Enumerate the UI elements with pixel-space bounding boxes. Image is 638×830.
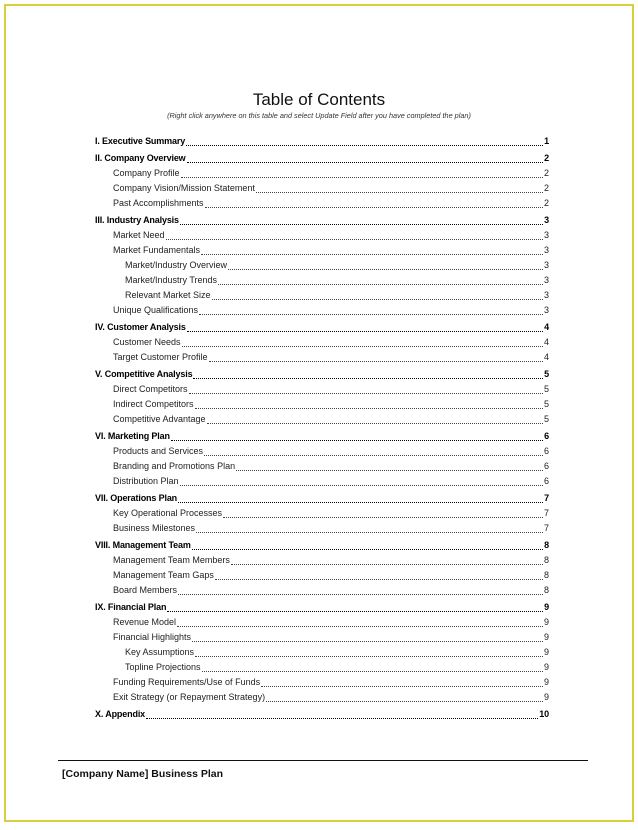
footer-divider — [58, 760, 588, 761]
toc-dot-leader — [186, 136, 543, 146]
toc-entry[interactable] — [95, 335, 549, 350]
toc-dot-leader — [181, 168, 543, 178]
toc-entry-label: Branding and Promotions Plan — [113, 461, 236, 471]
toc-entry-label: VIII. Management Team — [95, 540, 191, 550]
toc-entry-page-number: 6 — [543, 461, 549, 471]
toc-entry-label: V. Competitive Analysis — [95, 369, 193, 379]
toc-entry[interactable] — [95, 521, 549, 536]
toc-entry[interactable] — [95, 429, 549, 444]
toc-dot-leader — [266, 692, 543, 702]
toc-dot-leader — [171, 431, 543, 441]
toc-entry[interactable] — [95, 213, 549, 228]
toc-entry-label: Unique Qualifications — [113, 305, 199, 315]
toc-dot-leader — [202, 662, 543, 672]
toc-entry[interactable] — [95, 568, 549, 583]
toc-entry-page-number: 10 — [539, 709, 549, 719]
toc-entry[interactable] — [95, 553, 549, 568]
toc-entry-page-number: 9 — [544, 602, 549, 612]
toc-entry-label: Target Customer Profile — [113, 352, 208, 362]
toc-entry-page-number: 9 — [543, 677, 549, 687]
toc-entry[interactable] — [95, 583, 549, 598]
toc-entry-label: X. Appendix — [95, 709, 146, 719]
toc-dot-leader — [192, 632, 543, 642]
toc-entry-label: Key Operational Processes — [113, 508, 223, 518]
toc-entry-label: Topline Projections — [125, 662, 201, 672]
toc-dot-leader — [195, 647, 543, 657]
toc-entry[interactable] — [95, 645, 549, 660]
toc-entry[interactable] — [95, 474, 549, 489]
toc-entry-page-number: 3 — [543, 290, 549, 300]
toc-entry-label: Relevant Market Size — [125, 290, 211, 300]
toc-dot-leader — [204, 446, 543, 456]
toc-entry-label: Board Members — [113, 585, 178, 595]
toc-entry-page-number: 6 — [543, 446, 549, 456]
toc-dot-leader — [212, 290, 543, 300]
toc-entry-page-number: 7 — [543, 508, 549, 518]
toc-entry-label: Distribution Plan — [113, 476, 179, 486]
toc-entry-page-number: 3 — [544, 215, 549, 225]
toc-dot-leader — [201, 245, 543, 255]
toc-dot-leader — [199, 305, 543, 315]
toc-entry-page-number: 7 — [544, 493, 549, 503]
toc-entry[interactable] — [95, 303, 549, 318]
document-page — [4, 4, 634, 822]
toc-entry-page-number: 1 — [544, 136, 549, 146]
toc-entry-label: Management Team Gaps — [113, 570, 214, 580]
toc-entry-page-number: 5 — [544, 369, 549, 379]
toc-entry-label: Market/Industry Overview — [125, 260, 228, 270]
toc-entry-label: IX. Financial Plan — [95, 602, 167, 612]
toc-entry-label: II. Company Overview — [95, 153, 186, 163]
toc-dot-leader — [167, 602, 543, 612]
toc-entry-label: Products and Services — [113, 446, 204, 456]
toc-entry-label: Business Milestones — [113, 523, 196, 533]
toc-entry-page-number: 9 — [543, 647, 549, 657]
toc-dot-leader — [218, 275, 543, 285]
toc-entry[interactable] — [95, 615, 549, 630]
toc-dot-leader — [192, 540, 543, 550]
toc-dot-leader — [205, 198, 543, 208]
toc-entry-page-number: 8 — [543, 570, 549, 580]
toc-entry-page-number: 5 — [543, 414, 549, 424]
toc-entry-page-number: 7 — [543, 523, 549, 533]
toc-entry[interactable] — [95, 491, 549, 506]
toc-dot-leader — [256, 183, 543, 193]
toc-entry[interactable] — [95, 382, 549, 397]
page-title: Table of Contents — [252, 90, 386, 109]
toc-entry-label: Exit Strategy (or Repayment Strategy) — [113, 692, 266, 702]
toc-entry-label: VII. Operations Plan — [95, 493, 178, 503]
toc-entry[interactable] — [95, 350, 549, 365]
toc-entry-label: Revenue Model — [113, 617, 177, 627]
toc-entry[interactable] — [95, 288, 549, 303]
toc-entry-page-number: 8 — [543, 585, 549, 595]
toc-dot-leader — [223, 508, 543, 518]
toc-entry-page-number: 3 — [543, 245, 549, 255]
toc-entry[interactable] — [95, 459, 549, 474]
toc-dot-leader — [261, 677, 543, 687]
toc-dot-leader — [196, 523, 543, 533]
toc-dot-leader — [187, 322, 543, 332]
page-subtitle: (Right click anywhere on this table and select Update Field after you have completed the plan) — [167, 111, 471, 120]
toc-entry-label: Financial Highlights — [113, 632, 192, 642]
toc-dot-leader — [178, 585, 543, 595]
toc-entry[interactable] — [95, 134, 549, 149]
toc-dot-leader — [146, 709, 538, 719]
toc-entry-page-number: 2 — [543, 183, 549, 193]
toc-entry[interactable] — [95, 367, 549, 382]
toc-entry[interactable] — [95, 273, 549, 288]
toc-entry-page-number: 2 — [543, 198, 549, 208]
toc-entry-label: IV. Customer Analysis — [95, 322, 186, 332]
toc-entry-label: Market Need — [113, 230, 165, 240]
toc-entry-page-number: 9 — [543, 617, 549, 627]
toc-dot-leader — [236, 461, 543, 471]
toc-entry-page-number: 3 — [543, 275, 549, 285]
toc-entry[interactable] — [95, 166, 549, 181]
toc-dot-leader — [187, 153, 544, 163]
toc-dot-leader — [193, 369, 543, 379]
toc-entry-page-number: 9 — [543, 692, 549, 702]
toc-entry-label: I. Executive Summary — [95, 136, 186, 146]
toc-entry-label: VI. Marketing Plan — [95, 431, 170, 441]
toc-entry-page-number: 8 — [543, 555, 549, 565]
toc-entry[interactable] — [95, 444, 549, 459]
toc-entry-label: Competitive Advantage — [113, 414, 206, 424]
toc-entry-label: Management Team Members — [113, 555, 230, 565]
toc-dot-leader — [180, 476, 543, 486]
toc-entry-label: Customer Needs — [113, 337, 181, 347]
toc-dot-leader — [209, 352, 543, 362]
toc-entry-label: Market/Industry Trends — [125, 275, 218, 285]
toc-entry[interactable] — [95, 630, 549, 645]
toc-entry[interactable] — [95, 243, 549, 258]
toc-entry[interactable] — [95, 412, 549, 427]
toc-entry-label: Company Profile — [113, 168, 180, 178]
table-of-contents — [95, 134, 549, 722]
toc-entry-page-number: 3 — [543, 260, 549, 270]
toc-dot-leader — [228, 260, 543, 270]
toc-entry-page-number: 4 — [543, 352, 549, 362]
toc-entry-label: Funding Requirements/Use of Funds — [113, 677, 261, 687]
toc-dot-leader — [215, 570, 543, 580]
toc-entry-label: Company Vision/Mission Statement — [113, 183, 255, 193]
toc-entry-page-number: 2 — [543, 168, 549, 178]
toc-entry[interactable] — [95, 228, 549, 243]
toc-entry-label: Indirect Competitors — [113, 399, 194, 409]
toc-entry[interactable] — [95, 675, 549, 690]
toc-entry-page-number: 5 — [543, 399, 549, 409]
toc-entry[interactable] — [95, 538, 549, 553]
toc-entry[interactable] — [95, 600, 549, 615]
toc-entry[interactable] — [95, 258, 549, 273]
toc-dot-leader — [207, 414, 543, 424]
toc-dot-leader — [182, 337, 543, 347]
toc-entry-page-number: 6 — [544, 431, 549, 441]
toc-entry[interactable] — [95, 181, 549, 196]
toc-entry-label: Key Assumptions — [125, 647, 195, 657]
toc-entry-label: Direct Competitors — [113, 384, 188, 394]
toc-entry[interactable] — [95, 196, 549, 211]
toc-dot-leader — [178, 493, 543, 503]
toc-entry-page-number: 2 — [544, 153, 549, 163]
toc-entry-page-number: 4 — [544, 322, 549, 332]
toc-entry[interactable] — [95, 690, 549, 705]
toc-entry-page-number: 8 — [544, 540, 549, 550]
toc-dot-leader — [189, 384, 543, 394]
toc-entry[interactable] — [95, 320, 549, 335]
toc-entry[interactable] — [95, 707, 549, 722]
toc-entry-label: Market Fundamentals — [113, 245, 201, 255]
toc-entry[interactable] — [95, 397, 549, 412]
toc-entry-page-number: 6 — [543, 476, 549, 486]
toc-entry-page-number: 3 — [543, 305, 549, 315]
toc-dot-leader — [177, 617, 543, 627]
toc-dot-leader — [231, 555, 543, 565]
toc-entry-page-number: 9 — [543, 662, 549, 672]
toc-entry[interactable] — [95, 506, 549, 521]
toc-entry[interactable] — [95, 660, 549, 675]
toc-entry[interactable] — [95, 151, 549, 166]
toc-dot-leader — [166, 230, 543, 240]
toc-entry-page-number: 4 — [543, 337, 549, 347]
toc-entry-label: III. Industry Analysis — [95, 215, 179, 225]
toc-entry-page-number: 5 — [543, 384, 549, 394]
footer-company-name: [Company Name] Business Plan — [62, 768, 224, 780]
toc-dot-leader — [195, 399, 543, 409]
toc-entry-page-number: 9 — [543, 632, 549, 642]
toc-entry-page-number: 3 — [543, 230, 549, 240]
toc-entry-label: Past Accomplishments — [113, 198, 204, 208]
toc-dot-leader — [180, 215, 543, 225]
